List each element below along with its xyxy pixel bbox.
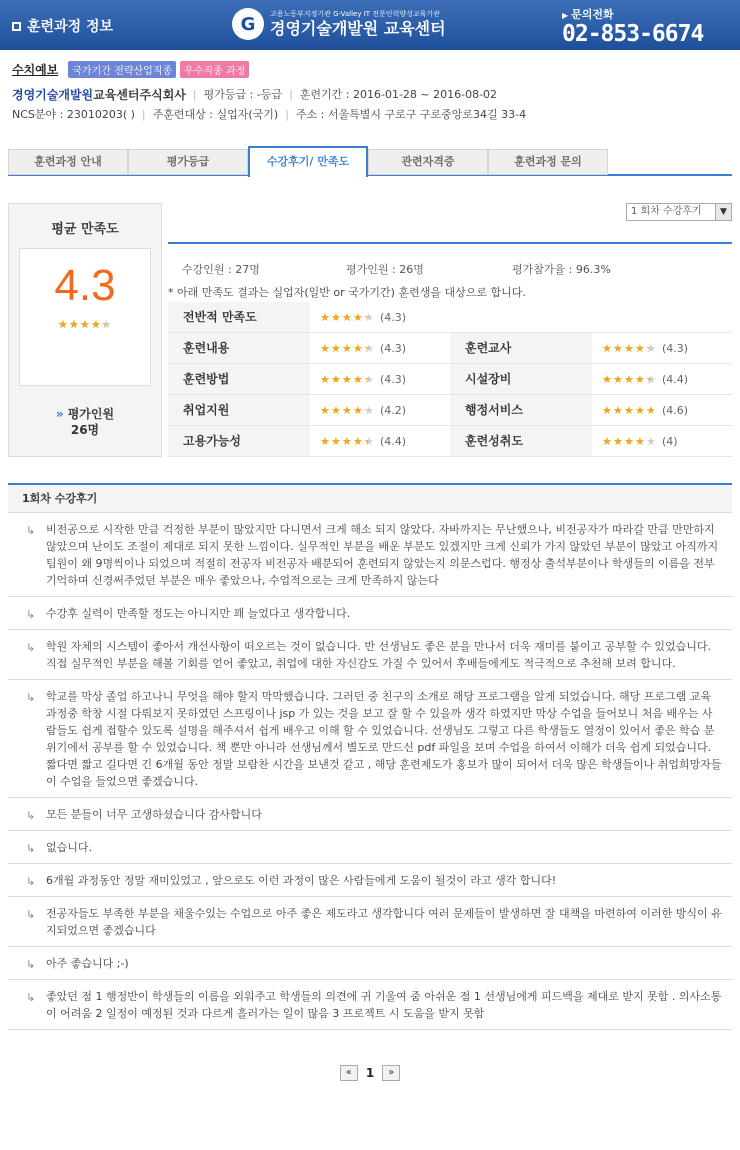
evaluator-number: 26명 bbox=[70, 423, 100, 437]
rating-label: 시설장비 bbox=[450, 364, 592, 394]
tab-bar bbox=[8, 146, 732, 176]
star-icon bbox=[602, 374, 613, 385]
reply-arrow-icon: ↳ bbox=[26, 875, 36, 888]
star-icon bbox=[364, 343, 375, 354]
review-item bbox=[8, 630, 732, 680]
star-icon bbox=[91, 319, 102, 330]
tab-course-guide[interactable]: 훈련과정 안내 bbox=[8, 149, 128, 175]
star-icon bbox=[646, 405, 657, 416]
stat-enrolled: 수강인원 : 27명 bbox=[182, 263, 260, 276]
average-satisfaction-title: 평균 만족도 bbox=[51, 222, 119, 237]
phone-number: 02-853-6674 bbox=[562, 21, 704, 47]
review-text: 전공자들도 부족한 부분을 채울수있는 수업으로 아주 좋은 제도라고 생각합니다 여러 문제들이 발생하면 잘 대책을 마련하여 이러한 방식이 유지되었으면 좋겠습니다 bbox=[46, 907, 722, 937]
tab-certificates[interactable]: 관련자격증 bbox=[368, 149, 488, 175]
star-icon bbox=[613, 343, 624, 354]
rating-stars bbox=[320, 374, 375, 385]
rating-number: (4.6) bbox=[662, 403, 689, 417]
star-icon bbox=[353, 343, 364, 354]
rating-row bbox=[168, 333, 732, 364]
ratings-table bbox=[168, 302, 732, 457]
rating-row bbox=[168, 395, 732, 426]
rating-label: 훈련성취도 bbox=[450, 426, 592, 456]
reply-arrow-icon: ↳ bbox=[26, 691, 36, 704]
satisfaction-note: * 아래 만족도 결과는 실업자(일반 or 국가기간) 훈련생을 대상으로 합니다. bbox=[168, 286, 526, 299]
square-bullet-icon bbox=[12, 22, 21, 31]
star-icon bbox=[624, 343, 635, 354]
course-mode: 수치예보 bbox=[12, 62, 59, 77]
star-icon bbox=[331, 405, 342, 416]
review-item bbox=[8, 864, 732, 897]
review-text: 없습니다. bbox=[46, 841, 93, 854]
star-icon bbox=[624, 374, 635, 385]
course-period: 훈련기간 : 2016-01-28 ~ 2016-08-02 bbox=[299, 88, 498, 101]
stat-participation: 평가참가율 : 96.3% bbox=[512, 263, 611, 276]
rating-value bbox=[592, 426, 732, 456]
star-icon bbox=[342, 436, 353, 447]
rating-number: (4.4) bbox=[380, 434, 407, 448]
average-star-rating bbox=[58, 319, 113, 330]
review-text: 좋았던 점 1 행정반이 학생들의 이름을 외워주고 학생들의 의견에 귀 기울여 줌 아쉬운 점 1 선생님에게 피드백을 제대로 받지 못함 . 의사소통이 어려움 2 일정이 예정된 것과 다르게 흘러가는 일이 많음 3 프로젝트 시 도움을 받지 못함 bbox=[46, 990, 722, 1020]
review-item bbox=[8, 947, 732, 980]
rating-number: (4.3) bbox=[662, 341, 689, 355]
rating-stars bbox=[320, 405, 375, 416]
reply-arrow-icon: ↳ bbox=[26, 908, 36, 921]
chevron-down-icon[interactable]: ▼ bbox=[715, 204, 731, 220]
rating-label: 취업지원 bbox=[168, 395, 310, 425]
star-icon bbox=[602, 343, 613, 354]
rating-label: 전반적 만족도 bbox=[168, 302, 310, 332]
rating-label: 훈련교사 bbox=[450, 333, 592, 363]
rating-number: (4.2) bbox=[380, 403, 407, 417]
review-text: 학원 자체의 시스템이 좋아서 개선사항이 떠오르는 것이 없습니다. 반 선생님도 좋은 분을 만나서 더욱 재미를 붙이고 공부할 수 있었습니다. 직접 실무적인 부분을 해볼 기회를 얻어 좋았고, 취업에 대한 자신감도 가질 수 있어서 후배들에게도 적극적으로 추천해 보려 합니다. bbox=[46, 640, 711, 670]
star-icon bbox=[613, 436, 624, 447]
rating-label: 훈련내용 bbox=[168, 333, 310, 363]
star-icon bbox=[353, 405, 364, 416]
rating-stars bbox=[320, 312, 375, 323]
institution-name-main[interactable]: 경영기술개발원 bbox=[12, 87, 94, 102]
institution-name-rest[interactable]: 교육센터주식회사 bbox=[93, 87, 186, 102]
star-icon bbox=[353, 436, 364, 447]
star-icon bbox=[646, 436, 657, 447]
rating-stars bbox=[602, 436, 657, 447]
star-icon bbox=[331, 374, 342, 385]
stats-row bbox=[168, 242, 732, 280]
reply-arrow-icon: ↳ bbox=[26, 809, 36, 822]
rating-row-overall bbox=[168, 302, 732, 333]
review-item bbox=[8, 680, 732, 798]
star-icon bbox=[320, 405, 331, 416]
review-item bbox=[8, 980, 732, 1030]
review-item bbox=[8, 513, 732, 597]
rating-value bbox=[310, 364, 450, 394]
tab-grade[interactable]: 평가등급 bbox=[128, 149, 248, 175]
review-text: 아주 좋습니다 ;-) bbox=[46, 957, 129, 970]
reply-arrow-icon: ↳ bbox=[26, 524, 36, 537]
contact-phone bbox=[562, 6, 703, 46]
evaluator-label: 평가인원 bbox=[67, 407, 115, 421]
star-icon bbox=[353, 374, 364, 385]
review-text: 6개월 과정동안 정말 재미있었고 , 앞으로도 이런 과정이 많은 사람들에게 도움이 될것이 라고 생각 합니다! bbox=[46, 874, 557, 887]
page-title-text: 훈련과정 정보 bbox=[27, 19, 114, 35]
rating-number: (4.3) bbox=[380, 341, 407, 355]
star-icon bbox=[342, 405, 353, 416]
rating-number: (4.3) bbox=[380, 310, 407, 324]
star-icon bbox=[80, 319, 91, 330]
rating-number: (4) bbox=[662, 434, 678, 448]
logo-mark-icon: G bbox=[232, 8, 264, 40]
rating-label: 고용가능성 bbox=[168, 426, 310, 456]
current-page[interactable]: 1 bbox=[365, 1066, 375, 1080]
phone-label: ▶ 문의전화 bbox=[562, 6, 703, 22]
review-text: 비전공으로 시작한 만큼 걱정한 부분이 많았지만 다니면서 크게 해소 되지 않았다. 자바까지는 무난했으나, 비전공자가 따라갈 만큼 만만하지 않았으며 난이도 조절이 제대로 되지 못한 느낌이다. 실무적인 부분을 배운 부분도 있겠지만 크게 신뢰가 가지 않았던 부분이 많았고 아직까지 팀원이 왜 9명씩이나 되었으며 적절히 전공자 비전공자 배분되어 훈련되지 않았는지 의문스럽다. 행정상 출석부분이나 학생들의 이름을 전부 기억하며 신경써주었던 부분은 매우 좋았으나, 수업적으로는 크게 만족하지 않는다 bbox=[46, 523, 719, 587]
star-icon bbox=[602, 405, 613, 416]
star-icon bbox=[331, 343, 342, 354]
rating-label: 훈련방법 bbox=[168, 364, 310, 394]
rating-row bbox=[168, 364, 732, 395]
prev-page-button[interactable]: « bbox=[340, 1065, 358, 1081]
star-icon bbox=[364, 405, 375, 416]
star-icon bbox=[624, 405, 635, 416]
reviews-section bbox=[8, 483, 732, 1030]
reply-arrow-icon: ↳ bbox=[26, 842, 36, 855]
star-icon bbox=[613, 374, 624, 385]
rating-stars bbox=[602, 343, 657, 354]
star-icon bbox=[342, 374, 353, 385]
site-header bbox=[0, 0, 740, 50]
star-icon bbox=[69, 319, 80, 330]
course-info: 수치예보 국가기간 전략산업직종 우수직종 과정 경영기술개발원 교육센터주식회사 | 평가등급 : -등급 | 훈련기간 : 2016-01-28 ~ 2016-08-02 NCS분야 : 23010203( ) | 주훈련대상 : 실업자(국기) | 주소 : 서울특별시 구로구 구로중앙로34길 33-4 bbox=[12, 62, 527, 121]
star-icon bbox=[320, 343, 331, 354]
star-icon bbox=[58, 319, 69, 330]
star-icon bbox=[320, 374, 331, 385]
reviews-heading: 1회차 수강후기 bbox=[8, 483, 732, 513]
badge-strategic-industry: 국가기간 전략산업직종 bbox=[68, 61, 176, 78]
star-icon bbox=[624, 436, 635, 447]
review-text: 수강후 실력이 만족할 정도는 아니지만 꽤 늘었다고 생각합니다. bbox=[46, 607, 351, 620]
review-item bbox=[8, 897, 732, 947]
star-icon bbox=[635, 374, 646, 385]
page-title bbox=[12, 16, 113, 36]
round-select-value: 1 회차 수강후기 bbox=[631, 206, 702, 217]
star-icon bbox=[320, 312, 331, 323]
rating-value bbox=[592, 395, 732, 425]
reply-arrow-icon: ↳ bbox=[26, 991, 36, 1004]
rating-label: 행정서비스 bbox=[450, 395, 592, 425]
star-icon bbox=[342, 312, 353, 323]
pagination bbox=[0, 1065, 740, 1081]
next-page-button[interactable]: » bbox=[382, 1065, 400, 1081]
review-text: 모든 분들이 너무 고생하셨습니다 감사합니다 bbox=[46, 808, 262, 821]
institution-logo[interactable] bbox=[232, 8, 446, 40]
star-icon bbox=[320, 436, 331, 447]
star-icon bbox=[353, 312, 364, 323]
ncs-field: NCS분야 : 23010203( ) bbox=[12, 108, 135, 121]
rating-number: (4.4) bbox=[662, 372, 689, 386]
star-icon bbox=[342, 343, 353, 354]
review-item bbox=[8, 597, 732, 630]
star-icon bbox=[331, 312, 342, 323]
star-icon bbox=[646, 374, 657, 385]
star-icon bbox=[331, 436, 342, 447]
review-item bbox=[8, 831, 732, 864]
star-icon bbox=[364, 312, 375, 323]
course-grade: 평가등급 : -등급 bbox=[203, 88, 283, 101]
round-select[interactable] bbox=[626, 203, 732, 221]
star-icon bbox=[635, 343, 646, 354]
rating-number: (4.3) bbox=[380, 372, 407, 386]
rating-value bbox=[310, 426, 450, 456]
chevron-right-icon: » bbox=[55, 407, 64, 421]
reply-arrow-icon: ↳ bbox=[26, 608, 36, 621]
rating-stars bbox=[602, 405, 657, 416]
review-text: 학교를 막상 졸업 하고나니 무엇을 해야 할지 막막했습니다. 그러던 중 친구의 소개로 해당 프로그램을 알게 되었습니다. 해당 프로그램 교육 과정중 학창 시절 다뤄보지 못하였던 스프링이나 jsp 가 있는 것을 보고 잘 할 수 있을까 생각 하였지만 막상 수업을 들어보니 처음 배우는 사람들도 쉽게 접할수 있도록 설명을 해주셔서 쉽게 배우고 이해 할 수 있었습니다. 선생님도 그렇고 다른 학생들도 열정이 있어서 좋은 학습 분위기에서 공부를 할 수 있었습니다. 책 뿐만 아니라 선생님께서 별도로 만드신 pdf 파일을 보며 수업을 하여서 이해가 더욱 쉽게 되었습니다. 짧다면 짧고 길다면 긴 6개월 동안 정말 보람찬 시간을 보낸것 같고 , 해당 훈련제도가 홍보가 많이 되어서 더욱 많은 학생들이나 취업희망자들이 수업을 들었으면 좋겠습니다. bbox=[46, 690, 722, 788]
review-item bbox=[8, 798, 732, 831]
stat-evaluated: 평가인원 : 26명 bbox=[346, 263, 424, 276]
rating-value bbox=[310, 302, 732, 332]
rating-stars bbox=[602, 374, 657, 385]
star-icon bbox=[602, 436, 613, 447]
star-icon bbox=[635, 436, 646, 447]
reply-arrow-icon: ↳ bbox=[26, 958, 36, 971]
rating-value bbox=[592, 364, 732, 394]
rating-value bbox=[310, 395, 450, 425]
rating-value bbox=[310, 333, 450, 363]
badge-excellent-course: 우수직종 과정 bbox=[180, 61, 249, 78]
reply-arrow-icon: ↳ bbox=[26, 641, 36, 654]
rating-value bbox=[592, 333, 732, 363]
rating-row bbox=[168, 426, 732, 457]
star-icon bbox=[635, 405, 646, 416]
logo-subtitle: 고용노동부지정기관 G-Valley IT 전문인력양성교육기관 bbox=[270, 10, 440, 18]
training-target: 주훈련대상 : 실업자(국기) bbox=[152, 108, 279, 121]
star-icon bbox=[102, 319, 113, 330]
evaluator-count bbox=[9, 406, 161, 438]
average-satisfaction-panel bbox=[8, 203, 162, 457]
course-address: 주소 : 서울특별시 구로구 구로중앙로34길 33-4 bbox=[295, 108, 527, 121]
tab-inquiry[interactable]: 훈련과정 문의 bbox=[488, 149, 608, 175]
star-icon bbox=[364, 374, 375, 385]
rating-stars bbox=[320, 343, 375, 354]
star-icon bbox=[364, 436, 375, 447]
tab-reviews-satisfaction[interactable]: 수강후기/ 만족도 bbox=[248, 146, 368, 177]
review-list bbox=[8, 513, 732, 1030]
star-icon bbox=[646, 343, 657, 354]
logo-name: 경영기술개발원 교육센터 bbox=[270, 19, 446, 38]
star-icon bbox=[613, 405, 624, 416]
rating-stars bbox=[320, 436, 375, 447]
average-score: 4.3 bbox=[54, 261, 116, 310]
